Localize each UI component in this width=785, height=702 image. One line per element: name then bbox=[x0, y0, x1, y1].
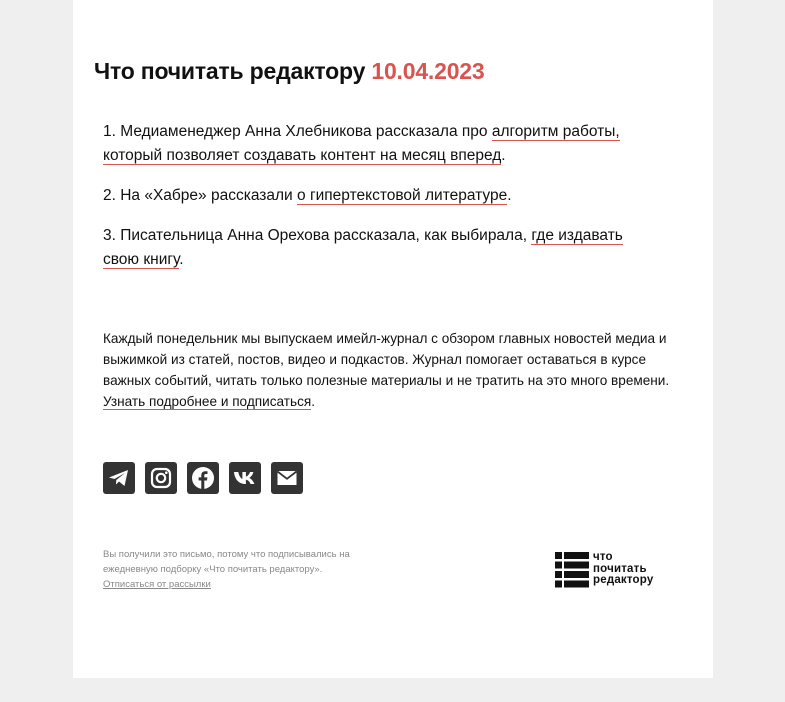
vk-icon[interactable] bbox=[229, 462, 261, 494]
list-item: 1. Медиаменеджер Анна Хлебникова рассказала про алгоритм работы, который позволяет создавать контент на месяц вперед. bbox=[103, 123, 620, 164]
subscribe-link[interactable]: Узнать подробнее и подписаться bbox=[103, 394, 312, 409]
facebook-icon[interactable] bbox=[187, 462, 219, 494]
mail-icon[interactable] bbox=[271, 462, 303, 494]
title-text: Что почитать редактору bbox=[94, 58, 366, 84]
instagram-icon[interactable] bbox=[145, 462, 177, 494]
article-link[interactable]: алгоритм работы, который позволяет создавать контент на месяц вперед bbox=[103, 123, 620, 164]
social-links bbox=[103, 462, 313, 494]
footer-note: Вы получили это письмо, потому что подписывались на ежедневную подборку «Что почитать редактору». Отписаться от рассылки bbox=[103, 549, 350, 590]
issue-date: 10.04.2023 bbox=[371, 58, 485, 84]
about-paragraph: Каждый понедельник мы выпускаем имейл-журнал с обзором главных новостей медиа и выжимкой из статей, постов, видео и подкастов. Журнал помогает оставаться в курсе важных событий, читать только полезные материалы и не тратить на это много времени. Узнать подробнее и подписаться. bbox=[103, 331, 670, 409]
logo-mark-icon bbox=[555, 552, 589, 588]
logo-wordmark: что почитать редактору bbox=[593, 551, 654, 586]
newsletter-card bbox=[73, 0, 713, 678]
article-link[interactable]: где издавать свою книгу bbox=[103, 227, 623, 268]
unsubscribe-link[interactable]: Отписаться от рассылки bbox=[103, 579, 211, 590]
brand-logo bbox=[555, 552, 685, 590]
article-list bbox=[103, 120, 663, 288]
page-title bbox=[94, 58, 485, 85]
telegram-icon[interactable] bbox=[103, 462, 135, 494]
list-item: 3. Писательница Анна Орехова рассказала, как выбирала, где издавать свою книгу. bbox=[103, 227, 623, 268]
list-item: 2. На «Хабре» рассказали о гипертекстовой литературе. bbox=[103, 187, 512, 204]
article-link[interactable]: о гипертекстовой литературе bbox=[297, 187, 508, 204]
